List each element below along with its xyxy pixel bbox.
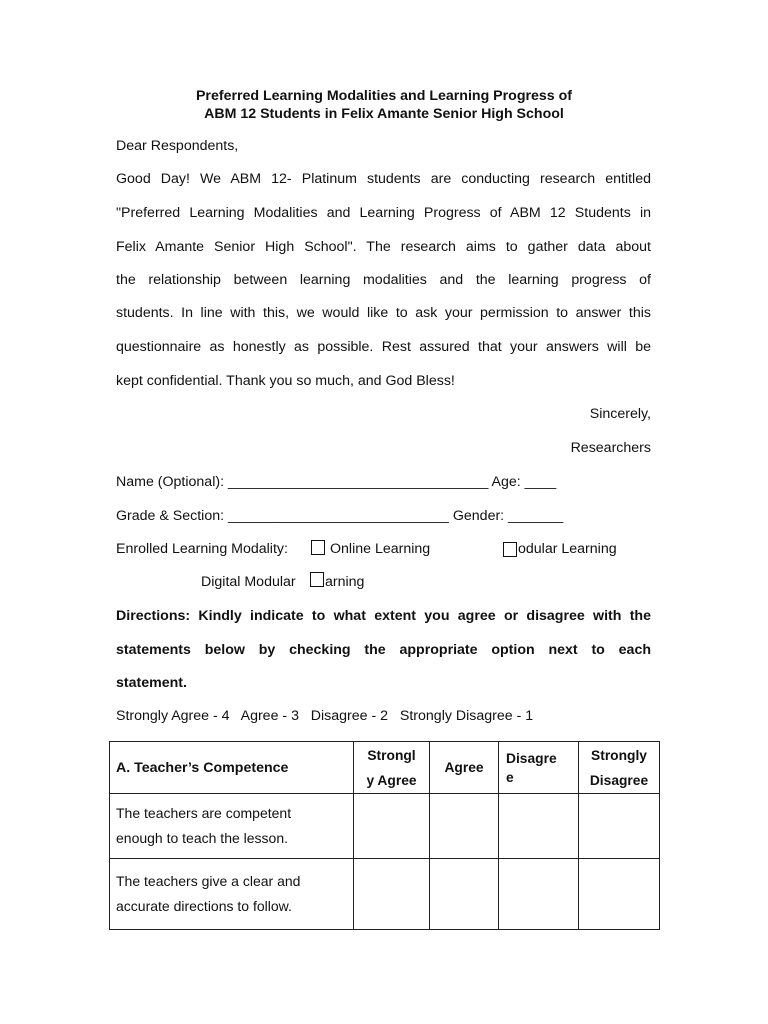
letter-line: questionnaire as honestly as possible. Rest assured that your answers will be <box>116 339 651 355</box>
name-age-field[interactable]: Name (Optional): _________________________________ Age: ____ <box>116 474 557 490</box>
closing: Sincerely, <box>589 406 651 422</box>
letter-line: "Preferred Learning Modalities and Learning Progress of ABM 12 Students in <box>116 205 651 221</box>
column-label: Disagree <box>589 772 649 788</box>
directions-line: statements below by checking the appropriate option next to each <box>116 642 651 658</box>
digital-modular-checkbox[interactable] <box>310 572 324 587</box>
rating-cell-strongly-agree[interactable] <box>354 794 430 859</box>
document-title-line1: Preferred Learning Modalities and Learning Progress of <box>195 88 573 104</box>
column-agree: Agree <box>430 742 499 794</box>
rating-cell-strongly-agree[interactable] <box>354 859 430 930</box>
column-label: y Agree <box>366 772 417 788</box>
column-strongly-disagree <box>579 742 660 794</box>
modality-label: Enrolled Learning Modality: <box>116 541 288 557</box>
salutation: Dear Respondents, <box>116 138 239 154</box>
signature: Researchers <box>570 440 651 456</box>
rating-cell-disagree[interactable] <box>499 859 579 930</box>
letter-line: Felix Amante Senior High School". The research aims to gather data about <box>116 239 651 255</box>
column-strongly-agree <box>354 742 430 794</box>
grade-gender-field[interactable]: Grade & Section: ____________________________ Gender: _______ <box>116 508 564 524</box>
online-learning-checkbox[interactable] <box>311 540 325 555</box>
statement-cell <box>110 859 354 930</box>
letter-line: kept confidential. Thank you so much, and God Bless! <box>116 373 455 389</box>
rating-cell-disagree[interactable] <box>499 794 579 859</box>
directions-line: statement. <box>116 675 187 691</box>
directions-line: Directions: Kindly indicate to what extent you agree or disagree with the <box>116 608 651 624</box>
rating-cell-agree[interactable] <box>430 794 499 859</box>
document-title-line2: ABM 12 Students in Felix Amante Senior High School <box>204 106 564 122</box>
column-disagree <box>499 742 579 794</box>
table-row <box>110 794 660 859</box>
rating-cell-agree[interactable] <box>430 859 499 930</box>
section-header: A. Teacher’s Competence <box>110 742 354 794</box>
column-label: Strongl <box>367 747 416 763</box>
rating-cell-strongly-disagree[interactable] <box>579 794 660 859</box>
column-label: Strongly <box>591 747 647 763</box>
statement-text: accurate directions to follow. <box>116 898 292 914</box>
statement-text: enough to teach the lesson. <box>116 830 289 846</box>
table-header-row <box>110 742 660 794</box>
online-learning-label: Online Learning <box>330 541 431 557</box>
column-label: e <box>506 769 514 785</box>
column-label: Disagre <box>506 750 557 766</box>
digital-modular-label-tail: arning <box>325 574 365 590</box>
modular-learning-checkbox[interactable] <box>503 542 517 557</box>
rating-scale: Strongly Agree - 4 Agree - 3 Disagree - 2 Strongly Disagree - 1 <box>116 708 534 724</box>
letter-line: students. In line with this, we would like to ask your permission to answer this <box>116 305 651 321</box>
statement-text: The teachers give a clear and <box>116 873 301 889</box>
letter-line: Good Day! We ABM 12- Platinum students are conducting research entitled <box>116 171 651 187</box>
rating-cell-strongly-disagree[interactable] <box>579 859 660 930</box>
letter-line: the relationship between learning modalities and the learning progress of <box>116 272 651 288</box>
modular-learning-label: odular Learning <box>518 541 617 557</box>
survey-table <box>109 741 660 930</box>
statement-text: The teachers are competent <box>116 805 292 821</box>
digital-modular-label: Digital Modular <box>201 574 296 590</box>
statement-cell <box>110 794 354 859</box>
table-row <box>110 859 660 930</box>
